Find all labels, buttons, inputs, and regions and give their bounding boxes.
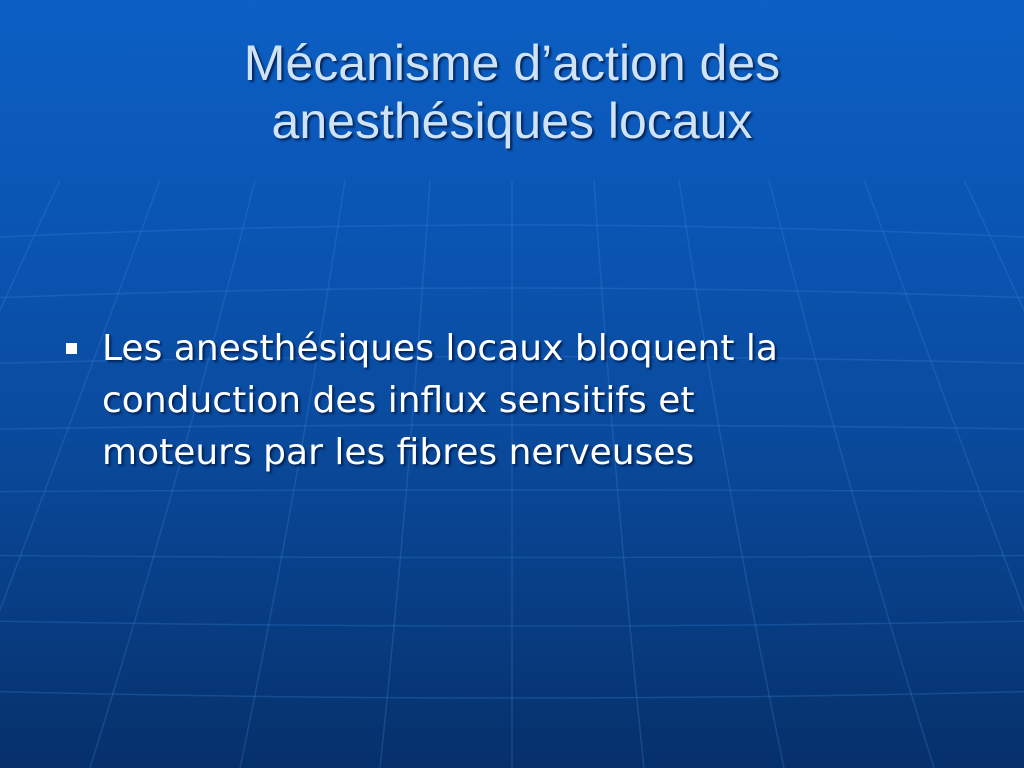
bullet-line-3: moteurs par les fibres nerveuses [102,432,695,473]
bullet-item [60,323,960,479]
bullet-line-1: Les anesthésiques locaux bloquent la [102,328,778,369]
bullet-line-2: conduction des influx sensitifs et [102,380,695,421]
slide-title [100,34,924,150]
slide-title-line-1: Mécanisme d’action des [243,35,781,91]
slide-body [60,323,960,479]
square-bullet-icon [66,343,77,354]
slide-title-line-2: anesthésiques locaux [271,93,753,149]
